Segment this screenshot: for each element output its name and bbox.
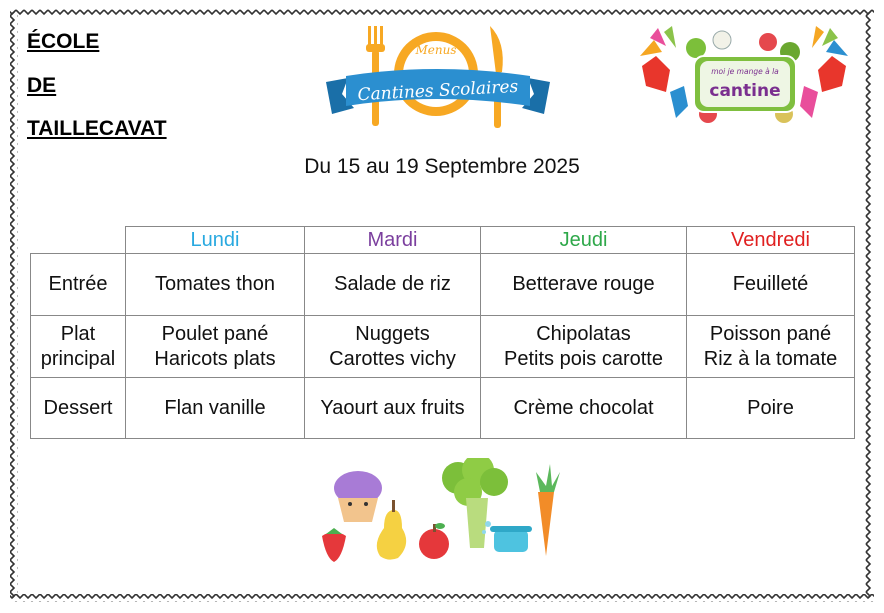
day-header-mardi: Mardi	[305, 227, 481, 254]
table-cell: Salade de riz	[305, 254, 481, 316]
cantine-badge-logo	[636, 26, 852, 128]
badge-line1: moi je mange à la	[711, 67, 779, 76]
row-label-plat-principal: Plat principal	[31, 316, 126, 378]
pot-icon	[482, 521, 532, 552]
apple-icon	[419, 523, 449, 559]
logo-top-text: Menus	[415, 43, 457, 57]
table-cell: Poisson pané Riz à la tomate	[687, 316, 855, 378]
strawberry-icon	[322, 528, 346, 562]
table-cell: Tomates thon	[126, 254, 305, 316]
row-label-dessert: Dessert	[31, 378, 126, 439]
table-cell: Flan vanille	[126, 378, 305, 439]
menu-period: Du 15 au 19 Septembre 2025	[304, 155, 580, 178]
table-cell: Betterave rouge	[481, 254, 687, 316]
table-header-row	[31, 227, 855, 254]
day-header-vendredi: Vendredi	[687, 227, 855, 254]
pear-icon	[377, 500, 406, 560]
school-name-line2: DE	[27, 74, 57, 97]
badge-line2: cantine	[709, 81, 781, 101]
table-cell: Poulet pané Haricots plats	[126, 316, 305, 378]
day-header-jeudi: Jeudi	[481, 227, 687, 254]
table-cell: Chipolatas Petits pois carotte	[481, 316, 687, 378]
logo-banner-text: Cantines Scolaires	[357, 76, 519, 106]
cantines-scolaires-logo	[318, 22, 558, 140]
school-name-line1: ÉCOLE	[27, 30, 100, 53]
table-cell: Yaourt aux fruits	[305, 378, 481, 439]
school-name-line3: TAILLECAVAT	[27, 117, 167, 140]
table-cell: Crème chocolat	[481, 378, 687, 439]
table-cell: Poire	[687, 378, 855, 439]
menu-table	[30, 226, 855, 439]
food-illustration	[318, 458, 568, 568]
row-label-entree: Entrée	[31, 254, 126, 316]
table-row-plat-principal	[31, 316, 855, 378]
cupcake-icon	[334, 471, 382, 522]
day-header-lundi: Lundi	[126, 227, 305, 254]
table-row-entree	[31, 254, 855, 316]
table-row-dessert	[31, 378, 855, 439]
table-cell: Feuilleté	[687, 254, 855, 316]
header-blank-cell	[31, 227, 126, 254]
carrot-icon	[536, 464, 560, 556]
table-cell: Nuggets Carottes vichy	[305, 316, 481, 378]
